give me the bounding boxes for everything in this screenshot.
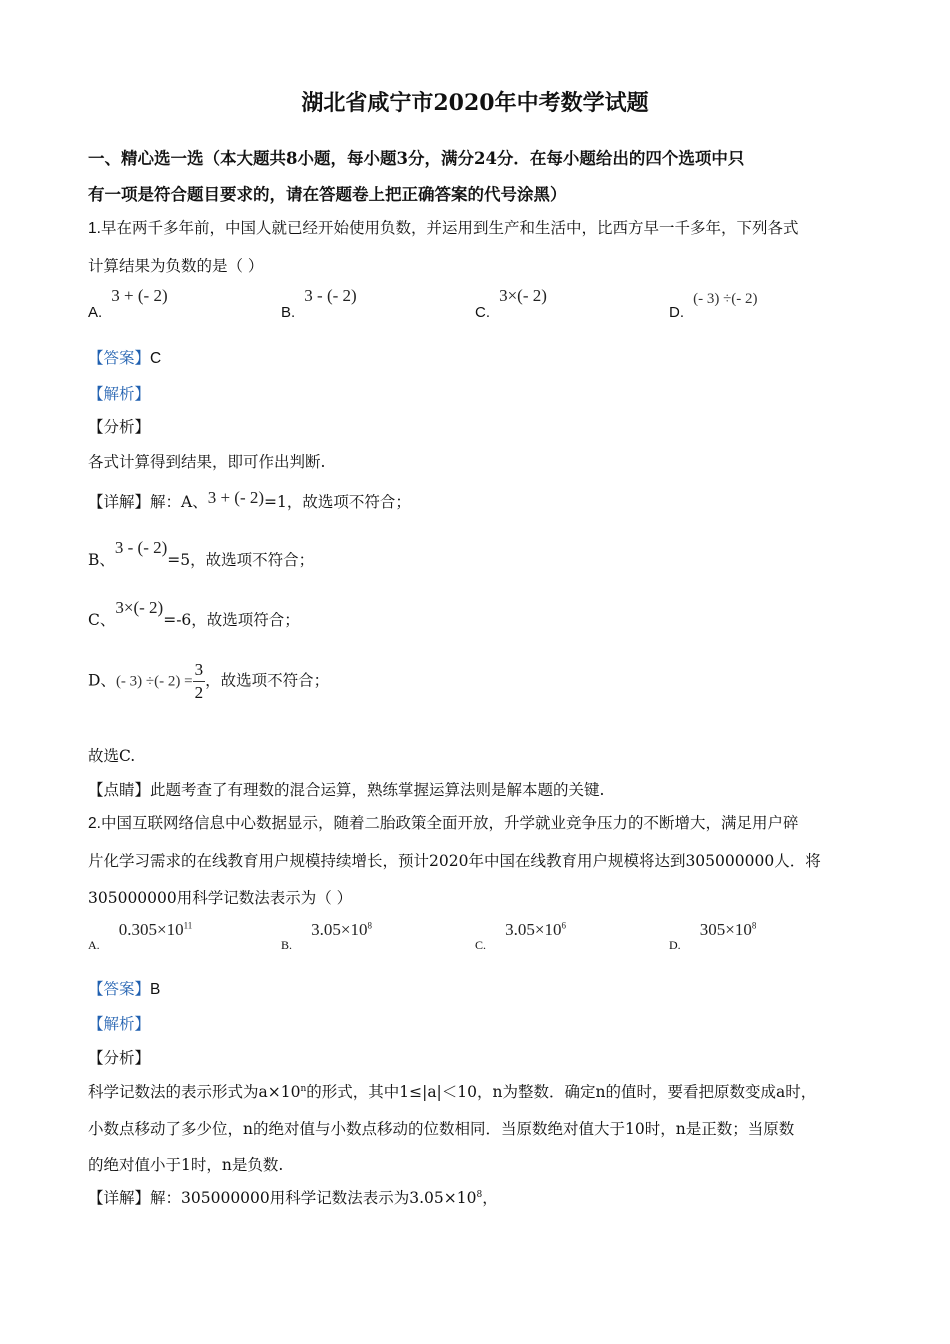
q1-conclusion: 故选C. [88,747,136,765]
q2-number: 2. [88,815,101,832]
section-heading-line2: 有一项是符合题目要求的，请在答题卷上把正确答案的代号涂黑） [88,185,567,204]
q1-stem-line1: 1.早在两千多年前，中国人就已经开始使用负数，并运用到生产和生活中，比西方早一千多年，下列各式 [88,219,799,237]
q1-option-b: B. 3 - (- 2) [281,286,357,321]
q2-option-c: $_{C.}$ $3.05\times 10^6$ [475,920,566,952]
section-heading-line1: 一、精心选一选（本大题共8小题，每小题3分，满分24分．在每小题给出的四个选项中只 [88,149,745,168]
q1-stem-line2: 计算结果为负数的是（ ） [88,257,264,275]
q2-fenxi-line2: 小数点移动了多少位，n的绝对值与小数点移动的位数相同．当原数绝对值大于10时，n是正数；当原数 [88,1120,795,1138]
q1-detail-c: C、3×(- 2)=-6，故选项符合； [88,598,300,629]
q2-option-b: $_{B.}$ $3.05\times 10^8$ [281,920,372,952]
page-title: 湖北省咸宁市2020年中考数学试题 [301,90,649,116]
q2-option-a: $_{A.}$ $0.305\times 10^{11}$ [88,920,193,952]
fraction-three-halves: $\frac{3}{2}$ [194,660,204,702]
q1-number: 1. [88,220,101,237]
q2-option-d: $_{D.}$ $305\times 10^8$ [669,920,757,952]
q1-fenxi-tag: 【分析】 [88,418,151,436]
q2-analysis-tag: 【解析】 [88,1015,151,1033]
q1-answer: 【答案】C [88,349,162,367]
q2-fenxi-line3: 的绝对值小于1时，n是负数. [88,1156,284,1174]
q1-analysis-tag: 【解析】 [88,385,151,403]
q1-comment: 【点睛】此题考查了有理数的混合运算，熟练掌握运算法则是解本题的关键. [88,781,605,799]
q1-detail-a: 【详解】解：A、3 + (- 2)=1，故选项不符合； [88,488,411,511]
q2-detail: 【详解】解：305000000用科学记数法表示为$3.05\times 10^8$， [88,1189,498,1207]
q2-fenxi-line1: 科学记数法的表示形式为$a\times 10^n$的形式，其中1≤|a|＜10，n为整数．确定n的值时，要看把原数变成a时， [88,1083,817,1101]
q2-fenxi-tag: 【分析】 [88,1049,151,1067]
q2-answer: 【答案】B [88,980,161,998]
q1-detail-b: B、3 - (- 2)=5，故选项不符合； [88,538,315,569]
q2-stem-line3: 305000000用科学记数法表示为（ ） [88,889,353,907]
q1-option-a: A. 3 + (- 2) [88,286,168,321]
q2-stem-line1: 2.中国互联网络信息中心数据显示，随着二胎政策全面开放，升学就业竞争压力的不断增大，满足用户碎 [88,814,799,832]
q1-option-d: D. (- 3) ÷(- 2) [669,291,758,321]
q1-fenxi-text: 各式计算得到结果，即可作出判断. [88,453,326,471]
q2-stem-line2: 片化学习需求的在线教育用户规模持续增长，预计2020年中国在线教育用户规模将达到305000000人．将 [88,852,821,870]
q1-detail-d: D、(- 3) ÷(- 2) = $\frac{3}{2}$ ，故选项不符合； [88,660,330,702]
q1-option-c: C. 3×(- 2) [475,286,547,321]
